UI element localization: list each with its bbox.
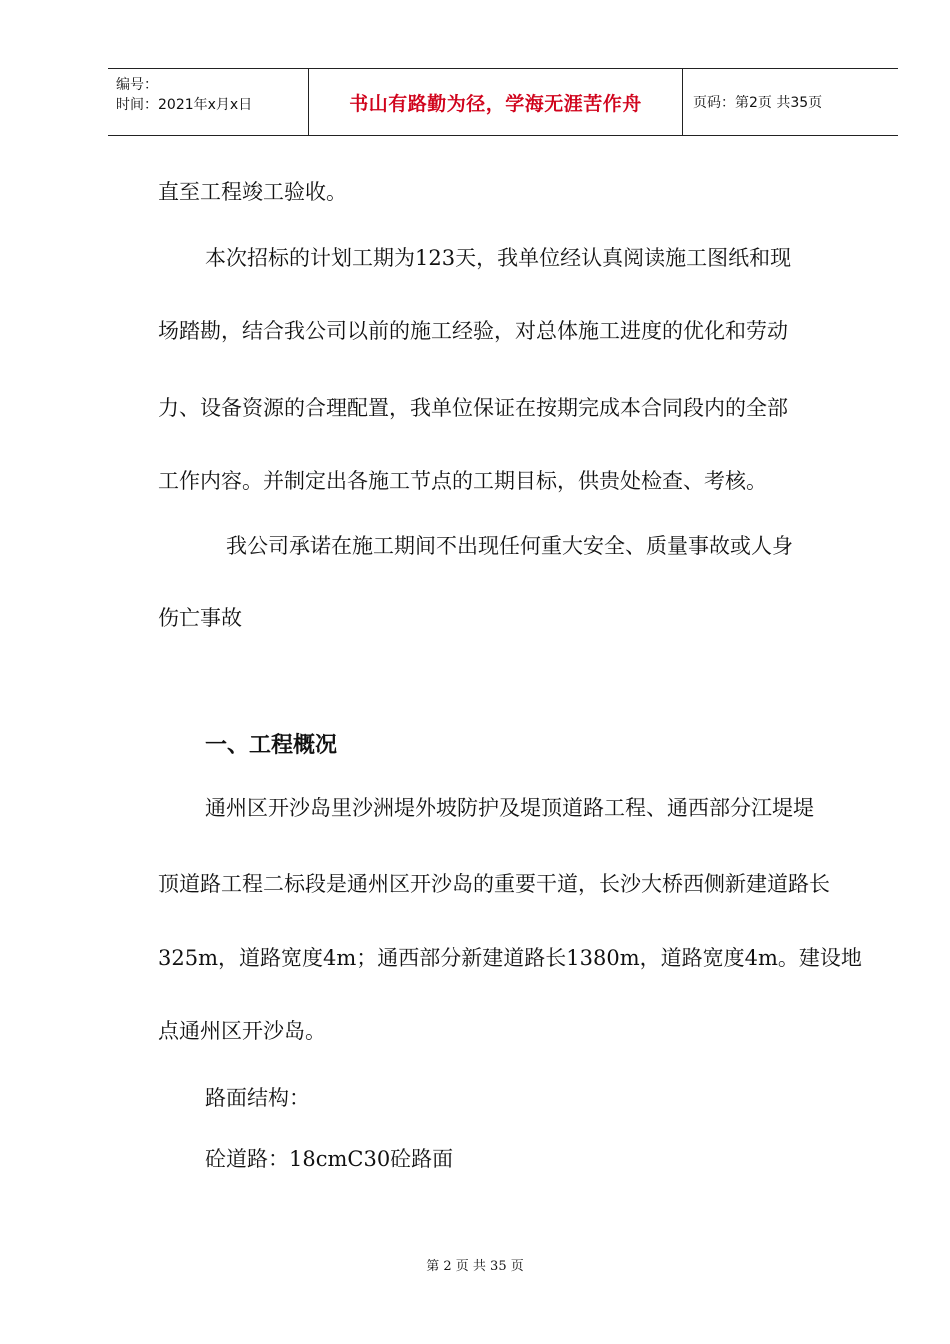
body-line: 伤亡事故 xyxy=(158,606,242,630)
page-header xyxy=(108,68,898,136)
header-meta-cell xyxy=(108,69,309,135)
section-line: 路面结构： xyxy=(205,1086,310,1110)
time-label: 时间：2021年x月x日 xyxy=(116,97,253,113)
section-line: 砼道路：18cmC30砼路面 xyxy=(205,1147,454,1171)
body-line: 直至工程竣工验收。 xyxy=(158,180,347,204)
header-motto: 书山有路勤为径，学海无涯苦作舟 xyxy=(309,69,683,135)
section-line: 点通州区开沙岛。 xyxy=(158,1019,326,1043)
body-line: 工作内容。并制定出各施工节点的工期目标，供贵处检查、考核。 xyxy=(158,469,767,493)
header-page-info: 页码：第2页 共35页 xyxy=(693,95,823,111)
body-line: 场踏勘，结合我公司以前的施工经验，对总体施工进度的优化和劳动 xyxy=(158,319,788,343)
section-line: 顶道路工程二标段是通州区开沙岛的重要干道，长沙大桥西侧新建道路长 xyxy=(158,872,830,896)
body-line: 我公司承诺在施工期间不出现任何重大安全、质量事故或人身 xyxy=(226,534,793,558)
body-line: 力、设备资源的合理配置，我单位保证在按期完成本合同段内的全部 xyxy=(158,396,788,420)
body-line: 本次招标的计划工期为123天，我单位经认真阅读施工图纸和现 xyxy=(205,246,792,270)
page-footer: 第 2 页 共 35 页 xyxy=(426,1259,524,1274)
number-label: 编号： xyxy=(116,77,158,93)
section-line: 通州区开沙岛里沙洲堤外坡防护及堤顶道路工程、通西部分江堤堤 xyxy=(205,796,814,820)
section-heading: 一、工程概况 xyxy=(205,733,338,758)
section-line: 325m，道路宽度4m；通西部分新建道路长1380m，道路宽度4m。建设地 xyxy=(158,946,862,970)
